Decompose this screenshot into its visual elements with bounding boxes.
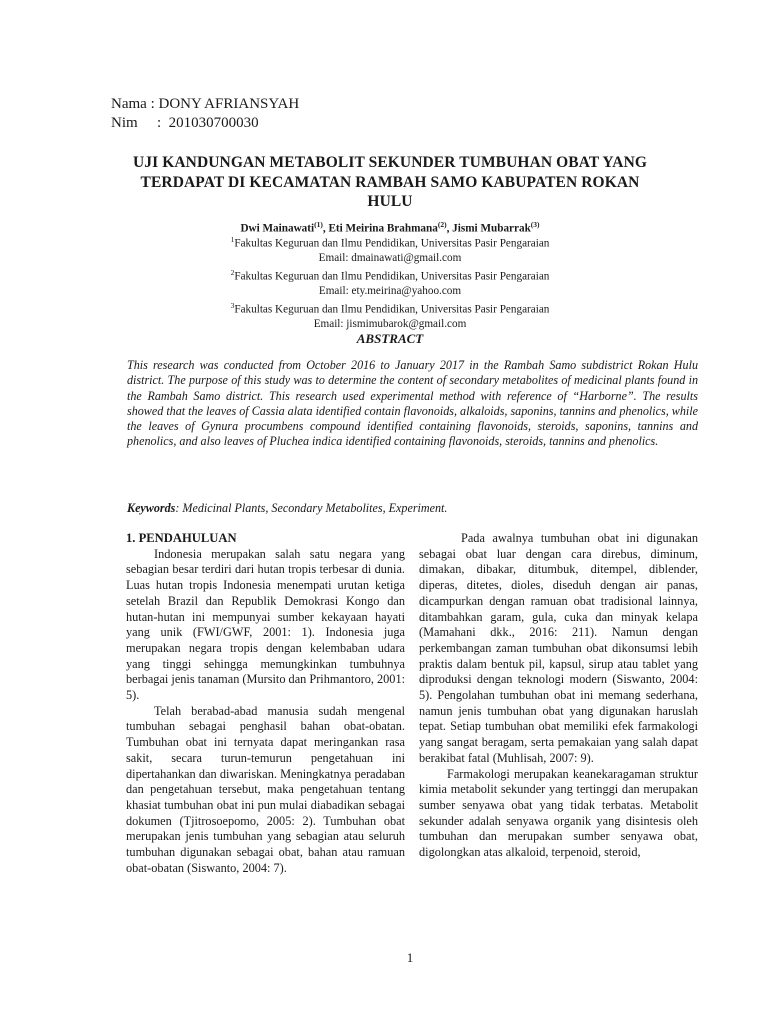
student-name-row — [111, 95, 299, 114]
affiliation-email: Email: ety.meirina@yahoo.com — [318, 285, 462, 298]
affiliation-line — [120, 266, 660, 284]
body-paragraph: Indonesia merupakan salah satu negara yang sebagian besar terdiri dari hutan tropis terbesar di dunia. Luas hutan tropis Indonesia menempati urutan ketiga setelah Brazil dan Republik Demokrasi Kongo dan hutan-hutan ini mempunyai sumber kekayaan hayati yang unik (FWI/GWF, 2001: 1). Indonesia juga merupakan negara tropis dengan kelembaban udara yang tinggi sehingga memungkinkan tumbuhnya berbagai jenis tanaman (Mursito dan Prihmantoro, 2001: 5). — [126, 546, 406, 703]
page-number: 1 — [406, 950, 414, 965]
paper-title — [110, 153, 670, 212]
affiliation-sup: 1 — [230, 235, 235, 244]
affiliations — [120, 233, 660, 332]
student-info — [111, 95, 299, 133]
body-paragraph: Pada awalnya tumbuhan obat ini digunakan sebagai obat luar dengan cara direbus, diminum, dimakan, dibakar, ditumbuk, ditempel, diblender, diperas, ditetes, dioles, diseduh dengan air panas, dicampurkan dengan ramuan obat tradisional lainnya, ditambahkan garam, gula, cuka dan minyak kelapa (Mamahani dkk., 2016: 211). Namun dengan perkembangan zaman tumbuhan obat dikonsumsi lebih praktis dalam bentuk pil, kapsul, sirup atau tablet yang diproduksi dengan teknologi modern (Siswanto, 2004: 5). Pengolahan tumbuhan obat ini memang sederhana, namun jenis tumbuhan obat yang digunakan haruslah tepat. Setiap tumbuhan obat memiliki efek farmakologi yang sangat beragam, serta pemakaian yang salah dapat berakibat fatal (Muhlisah, 2007: 9). — [419, 531, 698, 765]
author-sep: , — [446, 222, 453, 235]
author-sep: , — [322, 222, 329, 235]
name-label: Nama : — [111, 96, 155, 112]
keywords-text: : Medicinal Plants, Secondary Metabolites, Experiment. — [175, 501, 448, 515]
body-paragraph: Farmakologi merupakan keanekaragaman struktur kimia metabolit sekunder yang tertinggi dan merupakan sumber senyawa obat yang tidak terbatas. Metabolit sekunder adalah senyawa organik yang disintesis oleh tumbuhan dan merupakan sumber senyawa obat, digolongkan atas alkaloid, terpenoid, steroid, — [419, 766, 698, 860]
student-nim-row — [111, 114, 299, 133]
title-line: TERDAPAT DI KECAMATAN RAMBAH SAMO KABUPATEN ROKAN — [140, 173, 640, 191]
right-column — [419, 531, 698, 861]
affiliation-line — [120, 233, 660, 251]
body-paragraph: Telah berabad-abad manusia sudah mengenal tumbuhan sebagai penghasil bahan obat-obatan. Tumbuhan obat ini ternyata dapat meringankan rasa sakit, secara turun-temurun pengetahuan ini dipertahankan dan diwariskan. Meningkatnya peradaban dan pengetahuan tersebut, maka pengetahuan tentang khasiat tumbuhan obat ini pun mulai diabadikan sebagai dokumen (Tjitrosoepomo, 2005: 2). Tumbuhan obat merupakan jenis tumbuhan yang sebagian atau seluruh tumbuhan digunakan sebagai obat, bahan atau ramuan obat-obatan (Siswanto, 2004: 7). — [126, 703, 405, 875]
title-line: UJI KANDUNGAN METABOLIT SEKUNDER TUMBUHAN OBAT YANG — [132, 154, 648, 171]
section-heading: 1. PENDAHULUAN — [126, 531, 237, 545]
affiliation-sup: 3 — [230, 300, 235, 310]
left-column — [126, 531, 405, 876]
keywords-label: Keywords — [127, 501, 176, 515]
author-name: Eti Meirina Brahmana — [328, 222, 438, 235]
author-sup: (1) — [314, 220, 323, 229]
affiliation-email: Email: dmainawati@gmail.com — [318, 252, 462, 265]
affiliation-text: Fakultas Keguruan dan Ilmu Pendidikan, Universitas Pasir Pengaraian — [234, 270, 550, 283]
affiliation-sup: 2 — [230, 267, 235, 277]
abstract-heading: ABSTRACT — [356, 331, 424, 346]
title-line: HULU — [367, 193, 413, 210]
author-sup: (3) — [530, 220, 540, 229]
author-name: Dwi Mainawati — [240, 222, 315, 235]
nim-label: Nim — [111, 115, 138, 131]
affiliation-line — [120, 299, 660, 317]
abstract-text: This research was conducted from October 2016 to January 2017 in the Rambah Samo subdistrict Rokan Hulu district. The purpose of this study was to determine the content of secondary metabolites of medicinal plants found in the Rambah Samo district. This research used experimental method with reference of “Harborne”. The results showed that the leaves of Cassia alata identified contain flavonoids, alkaloids, saponins, tannins and phenolics, while the leaves of Gynura procumbens compound identified containing flavonoids, steroids, saponins, tannins and phenolics, and also leaves of Pluchea indica identified containing flavonoids, steroids, tannins and phenolics. — [127, 358, 698, 449]
nim-value: : 201030700030 — [157, 115, 259, 131]
name-value: DONY AFRIANSYAH — [158, 96, 300, 112]
author-name: Jismi Mubarrak — [452, 222, 531, 235]
affiliation-email: Email: jismimubarok@gmail.com — [313, 318, 467, 331]
keywords-line — [127, 501, 698, 516]
affiliation-text: Fakultas Keguruan dan Ilmu Pendidikan, Universitas Pasir Pengaraian — [234, 303, 550, 316]
author-sup: (2) — [437, 220, 447, 229]
affiliation-text: Fakultas Keguruan dan Ilmu Pendidikan, Universitas Pasir Pengaraian — [234, 237, 550, 250]
